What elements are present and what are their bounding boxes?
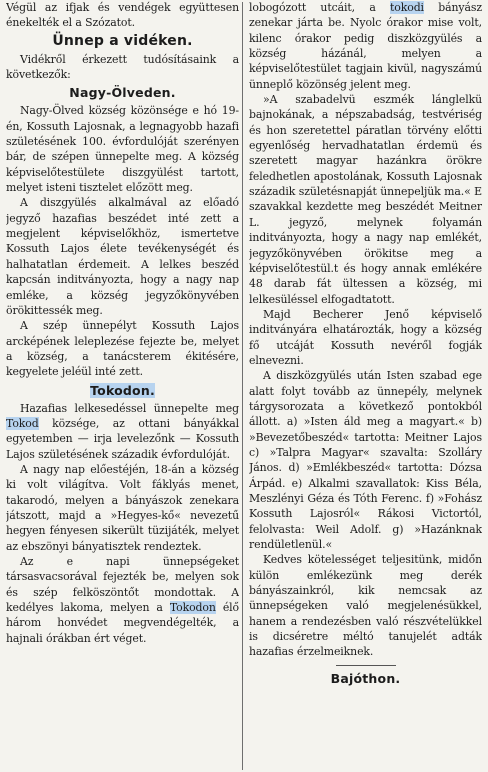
paragraph: Hazafias lelkesedéssel ünnepelte meg Tokod községe, az ottani bányákkal egyetemben — irja levelezőnk — Kossuth Lajos születésének századik évfordulóját. — [6, 401, 239, 461]
paragraph: A diszgyülés alkalmával az előadó jegyző hazafias beszédet inté zett a megjelent képviselőkhöz, ismertetve Kossuth Lajos élete tevékenységét és halhatatlan érdemeit. A lelkes beszéd kapcsán inditványozta, hogy a nagy nap emléke, a község jegyzőkönyvében örökittessék meg. — [6, 196, 239, 317]
search-highlight: Tokod — [6, 416, 39, 430]
subheading-olved: Nagy-Ölveden. — [69, 85, 176, 101]
paragraph: Az e napi ünnepségeket társasvacsorával fejezték be, melyen sok és szép felköszöntőt mondottak. A kedélyes lakoma, melyen a Tokodon élő három honvédet megvendégelték, a hajnali órákban ért véget. — [6, 555, 239, 645]
search-highlight: Tokodon — [169, 601, 216, 615]
subheading-bajot: Bajóthon. — [330, 670, 401, 686]
paragraph: Kedves kötelességet teljesitünk, midőn külön emlékezünk meg derék bányászainkról, kik nemcsak az ünnepségeken való megjelenésükkel, hanem a rendezésben való részvételükkel is dicséretre méltó tanujelét adták hazafias érzelmeiknek. — [249, 553, 482, 659]
paragraph: Vidékről érkezett tudósításaink a következők: — [6, 52, 239, 82]
paragraph: Nagy-Ölved község közönsége e hó 19-én, Kossuth Lajosnak, a legnagyobb hazafi születésének 100. évfordulóját szerényen bár, de szépen ünnepelte meg. A község képviselőtestülete diszgyülést tartott, melyet isteni tisztelet előzött meg. — [6, 104, 239, 195]
section-heading: Ünnep a vidéken. — [52, 32, 193, 49]
search-highlight: Tokodon. — [90, 382, 155, 398]
paragraph: Majd Becherer Jenő képviselő inditványára elhatározták, hogy a község fő utcáját Kossuth nevéről fogják elnevezni. — [249, 307, 482, 367]
paragraph: Végül az ifjak és vendégek együttesen énekelték el a Szózatot. — [6, 1, 239, 30]
paragraph: A diszközgyülés után Isten szabad ege alatt folyt tovább az ünnepély, melynek tárgysorozata a következő pontokból állott. a) »Isten áld meg a magyart.« b) »Bevezetőbeszéd« tartotta: Meitner Lajos c) »Talpra Magyar« szavalta: Szolláry János. d) »Emlékbeszéd« tartotta: Dózsa Árpád. e) Alkalmi szavallatok: Kiss Béla, Meszlényi Géza és Tóth Ferenc. f) »Fohász Kossuth Lajosról« Rákosi Victortól, felolvasta: Weil Adolf. g) »Hazánknak rendületlenül.« — [249, 369, 482, 552]
paragraph: »A szabadelvü eszmék lánglelkü bajnokának, a népszabadság, testvériség és hon szeretettel páratlan törvény előtti egyenlőség hervadhatatlan érdemü és szeretett magyar hazánkra örökre feledhetlen apostolának, Kossuth Lajosnak századik születésnapját ünnepeljük ma.« E szavakkal kezdette meg beszédét Meitner L. jegyző, melynek folyamán inditványozta, hogy a nagy nap emlékét, jegyzőkönyvében örökitse meg a képviselőtestül.t és hogy annak emlékére 48 darab fát ültessen a község, mi lelkesüléssel elfogadtatott. — [249, 93, 482, 306]
search-highlight: tokodi — [390, 1, 424, 14]
paragraph: lobogózott utcáit, a tokodi bányász zenekar járta be. Nyolc órakor mise volt, kilenc órakor pedig diszközgyülés a község házánál, melyen a képviselőtestület tagjain kivül, nagyszámú ünneplő közönség jelent meg. — [249, 1, 482, 91]
subheading-tokod — [6, 382, 239, 399]
right-column — [249, 0, 482, 772]
left-column — [6, 0, 239, 772]
paragraph: A nagy nap előestéjén, 18-án a község ki volt világítva. Volt fáklyás menet, takarodó, melyen a bányászok zenekara játszott, majd a »Hegyes-kő« nevezetű hegyen fényesen sikerült tüzijáték, melyet az ebszönyi bányatisztek rendeztek. — [6, 462, 239, 553]
section-rule — [336, 665, 396, 666]
column-divider — [242, 2, 243, 770]
paragraph: A szép ünnepélyt Kossuth Lajos arcképének leleplezése fejezte be, melyet a község, a tanácsterem ékitésére, kegyelete jeléül inté zett. — [6, 319, 239, 379]
